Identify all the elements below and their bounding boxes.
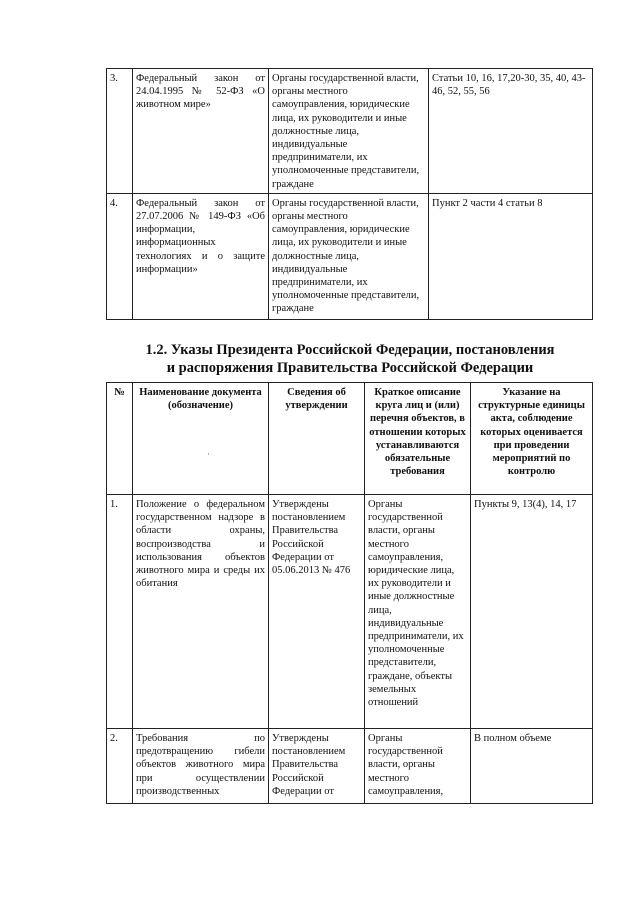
subjects-cell: Органы государственной власти, органы местного самоуправления, юридические лица, их руководители и иные должностные лица, индивидуальные предприниматели, их уполномоченные представители, граждане xyxy=(269,193,429,319)
header-description: Краткое описание круга лиц и (или) перечня объектов, в отношении которых устанавливаются обязательные требования xyxy=(365,383,471,495)
header-structural-units: Указание на структурные единицы акта, соблюдение которых оценивается при проведении мероприятий по контролю xyxy=(471,383,593,495)
subjects-cell: Органы государственной власти, органы местного самоуправления, юридические лица, их руководители и иные должностные лица, индивидуальные предприниматели, их уполномоченные представители, граждане xyxy=(269,69,429,194)
header-number: № xyxy=(107,383,133,495)
table-row xyxy=(107,193,593,319)
structural-units-cell: Пункт 2 части 4 статьи 8 xyxy=(429,193,593,319)
approval-cell: Утверждены постановлением Правительства Российской Федерации от xyxy=(269,729,365,804)
row-number: 4. xyxy=(107,193,133,319)
row-number: 1. xyxy=(107,495,133,729)
table-header-row xyxy=(107,383,593,495)
description-cell: Органы государственной власти, органы местного самоуправления, xyxy=(365,729,471,804)
table-row xyxy=(107,729,593,804)
document-name-cell: Федеральный закон от 24.04.1995 № 52-ФЗ «О животном мире» xyxy=(133,69,269,194)
document-name-cell: Требования по предотвращению гибели объектов животного мира при осуществлении производственных xyxy=(133,729,269,804)
row-number: 2. xyxy=(107,729,133,804)
document-name-cell: Положение о федеральном государственном надзоре в области охраны, воспроизводства и использования объектов животного мира и среды их обитания xyxy=(133,495,269,729)
table-row xyxy=(107,69,593,194)
row-number: 3. xyxy=(107,69,133,194)
table-row xyxy=(107,495,593,729)
header-document-name: Наименование документа (обозначение) xyxy=(133,383,269,495)
section-heading-line-1: 1.2. Указы Президента Российской Федерации, постановления xyxy=(145,342,555,358)
structural-units-cell: Статьи 10, 16, 17,20-30, 35, 40, 43-46, 52, 55, 56 xyxy=(429,69,593,194)
structural-units-cell: Пункты 9, 13(4), 14, 17 xyxy=(471,495,593,729)
description-cell: Органы государственной власти, органы местного самоуправления, юридические лица, их руководители и иные должностные лица, индивидуальные предприниматели, их уполномоченные представители, граждане, объекты земельных отношений xyxy=(365,495,471,729)
header-approval: Сведения об утверждении xyxy=(269,383,365,495)
decrees-table xyxy=(106,382,593,804)
structural-units-cell: В полном объеме xyxy=(471,729,593,804)
document-name-cell: Федеральный закон от 27.07.2006 № 149-ФЗ «Об информации, информационных технологиях и о защите информации» xyxy=(133,193,269,319)
section-heading-line-2: и распоряжения Правительства Российской Федерации xyxy=(166,359,534,376)
stray-mark: · xyxy=(207,449,210,459)
approval-cell: Утверждены постановлением Правительства Российской Федерации от 05.06.2013 № 476 xyxy=(269,495,365,729)
section-heading xyxy=(100,342,600,377)
laws-table-continued xyxy=(106,68,593,320)
